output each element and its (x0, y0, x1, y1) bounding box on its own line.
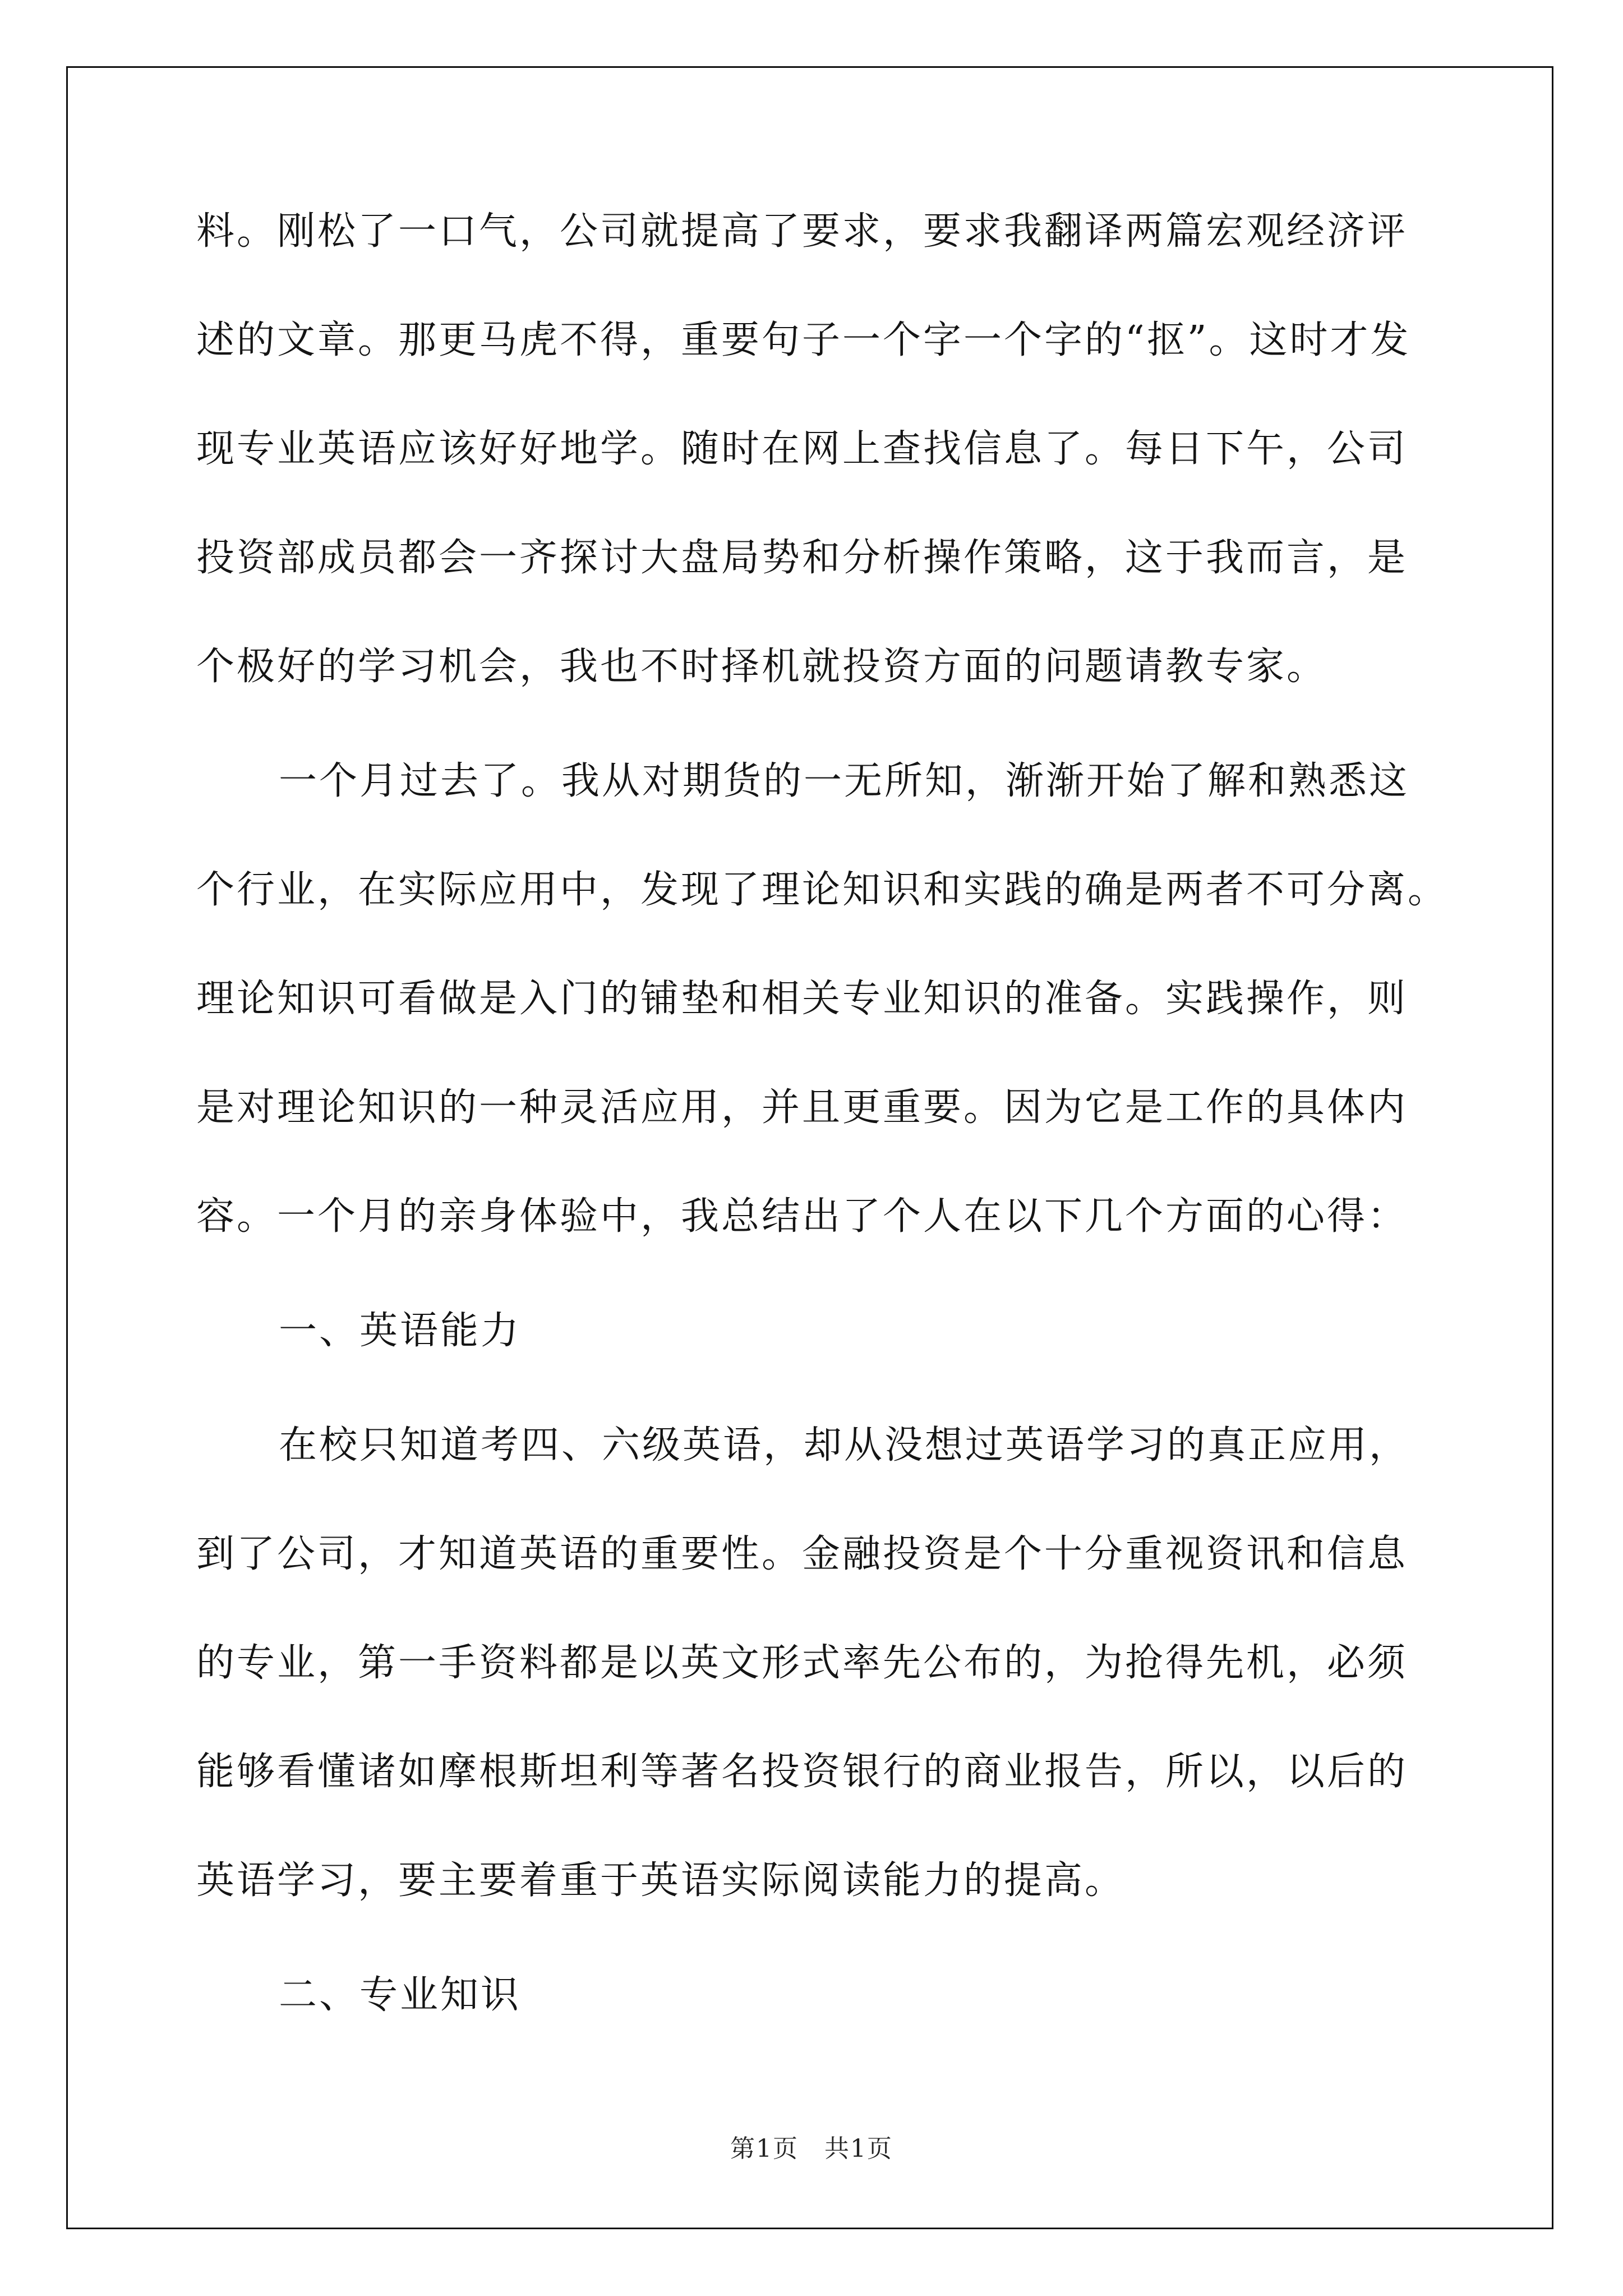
text-line: 一个月过去了。我从对期货的一无所知，渐渐开始了解和熟悉这 (279, 759, 1410, 803)
text-line: 是对理论知识的一种灵活应用，并且更重要。因为它是工作的具体内 (196, 1085, 1408, 1130)
text-line: 容。一个月的亲身体验中，我总结出了个人在以下几个方面的心得： (196, 1194, 1408, 1239)
text-line: 料。刚松了一口气，公司就提高了要求，要求我翻译两篇宏观经济评 (196, 209, 1408, 254)
text-line: 英语学习，要主要着重于英语实际阅读能力的提高。 (196, 1858, 1126, 1903)
text-line: 能够看懂诸如摩根斯坦利等著名投资银行的商业报告，所以，以后的 (196, 1750, 1408, 1794)
text-line: 个行业，在实际应用中，发现了理论知识和实践的确是两者不可分离。 (196, 868, 1449, 912)
paragraph-english-ability (196, 1420, 1430, 1906)
paragraph-continuation (196, 206, 1430, 692)
text-line: 现专业英语应该好好地学。随时在网上查找信息了。每日下午，公司 (196, 427, 1408, 471)
text-line: 在校只知道考四、六级英语，却从没想过英语学习的真正应用， (279, 1423, 1410, 1467)
text-line: 个极好的学习机会，我也不时择机就投资方面的问题请教专家。 (196, 645, 1327, 689)
section-heading-professional: 二、专业知识 (279, 1973, 522, 2017)
page-footer: 第1页 共1页 (730, 2134, 893, 2163)
document-body (196, 206, 1449, 2021)
text-line: 理论知识可看做是入门的铺垫和相关专业知识的准备。实践操作，则 (196, 977, 1408, 1021)
text-line: 的专业，第一手资料都是以英文形式率先公布的，为抢得先机，必须 (196, 1641, 1408, 1685)
text-line: 到了公司，才知道英语的重要性。金融投资是个十分重视资讯和信息 (196, 1532, 1408, 1576)
text-line: 投资部成员都会一齐探讨大盘局势和分析操作策略，这于我而言，是 (196, 536, 1408, 580)
section-heading-english: 一、英语能力 (279, 1309, 522, 1353)
paragraph-summary (196, 756, 1449, 1242)
text-line: 述的文章。那更马虎不得，重要句子一个字一个字的“抠”。这时才发 (196, 318, 1411, 362)
